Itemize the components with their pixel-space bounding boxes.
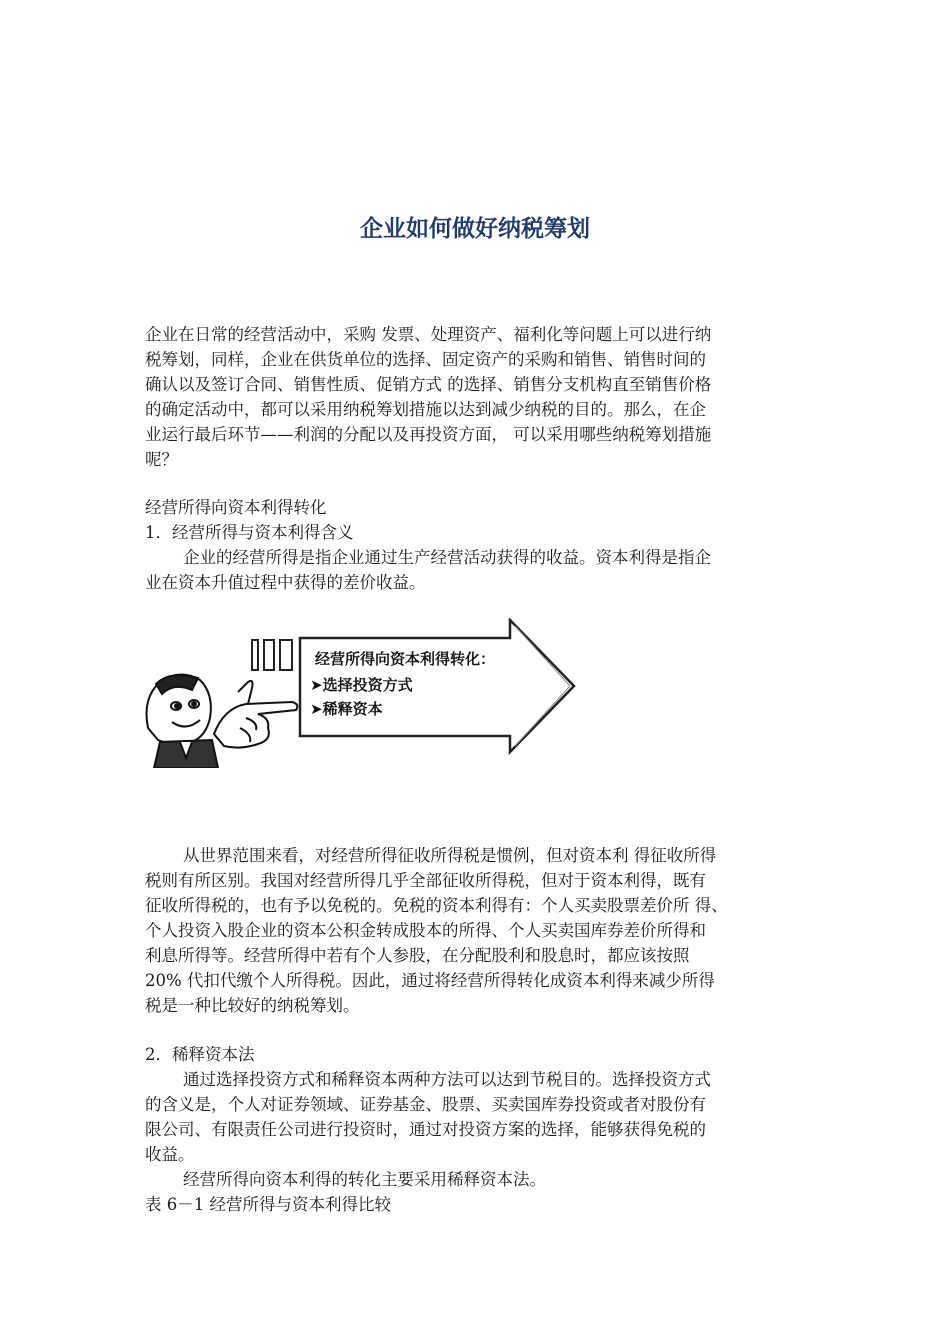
text-line: 20% 代扣代缴个人所得税。因此，通过将经营所得转化成资本利得来减少所得: [145, 971, 715, 990]
bar-decoration: [252, 640, 258, 670]
text-line: 经营所得向资本利得的转化主要采用稀释资本法。: [183, 1170, 546, 1189]
text-line: 收益。: [145, 1145, 195, 1164]
text-line: 的确定活动中，都可以采用纳税筹划措施以达到减少纳税的目的。那么，在企: [145, 400, 706, 419]
text-line: 呢？: [145, 450, 178, 469]
text-line: 税则有所区别。我国对经营所得几乎全部征收所得税，但对于资本利得，既有: [145, 871, 706, 890]
text-line: 企业在日常的经营活动中，采购 发票、处理资产、福利化等问题上可以进行纳: [145, 325, 712, 344]
text-line: 税筹划，同样，企业在供货单位的选择、固定资产的采购和销售、销售时间的: [145, 350, 706, 369]
text-line: 个人投资入股企业的资本公积金转成股本的所得、个人买卖国库券差价所得和: [145, 921, 706, 940]
text-line: 从世界范围来看，对经营所得征收所得税是惯例，但对资本利 得征收所得: [183, 846, 717, 865]
subsection-heading: 1．经营所得与资本利得含义: [145, 523, 354, 542]
bar-decoration: [264, 640, 274, 670]
intro-paragraph: [145, 322, 817, 472]
text-line: 限公司、有限责任公司进行投资时，通过对投资方案的选择，能够获得免税的: [145, 1120, 706, 1139]
bar-decoration: [280, 640, 292, 670]
figure-item: ➤选择投资方式: [310, 676, 413, 694]
text-line: 征收所得税的，也有予以免税的。免税的资本利得有：个人买卖股票差价所 得、: [145, 896, 728, 915]
table-caption: 表 6－1 经营所得与资本利得比较: [145, 1195, 391, 1214]
text-line: 业在资本升值过程中获得的差价收益。: [145, 573, 426, 592]
text-line: 确认以及签订合同、销售性质、促销方式 的选择、销售分支机构直至销售价格: [145, 375, 712, 394]
text-line: 企业的经营所得是指企业通过生产经营活动获得的收益。资本利得是指企: [183, 548, 711, 567]
cartoon-man-icon: [147, 674, 298, 768]
section-heading: 经营所得向资本利得转化: [145, 498, 327, 517]
section-1: [145, 495, 817, 595]
text-line: 税是一种比较好的纳税筹划。: [145, 996, 360, 1015]
figure-heading: 经营所得向资本利得转化：: [315, 650, 496, 668]
paragraph-2: [145, 843, 817, 1018]
cartoon-arrow-figure: [140, 618, 580, 768]
section-2: [145, 1042, 817, 1217]
figure-item: ➤稀释资本: [310, 700, 383, 718]
figure-svg: [140, 618, 580, 768]
text-line: 通过选择投资方式和稀释资本两种方法可以达到节税目的。选择投资方式: [183, 1070, 711, 1089]
text-line: 业运行最后环节——利润的分配以及再投资方面， 可以采用哪些纳税筹划措施: [145, 425, 712, 444]
page-title: 企业如何做好纳税筹划: [360, 216, 590, 242]
text-line: 利息所得等。经营所得中若有个人参股，在分配股利和股息时，都应该按照: [145, 946, 690, 965]
subsection-heading: 2．稀释资本法: [145, 1045, 255, 1064]
text-line: 的含义是，个人对证券领域、证券基金、股票、买卖国库券投资或者对股份有: [145, 1095, 706, 1114]
